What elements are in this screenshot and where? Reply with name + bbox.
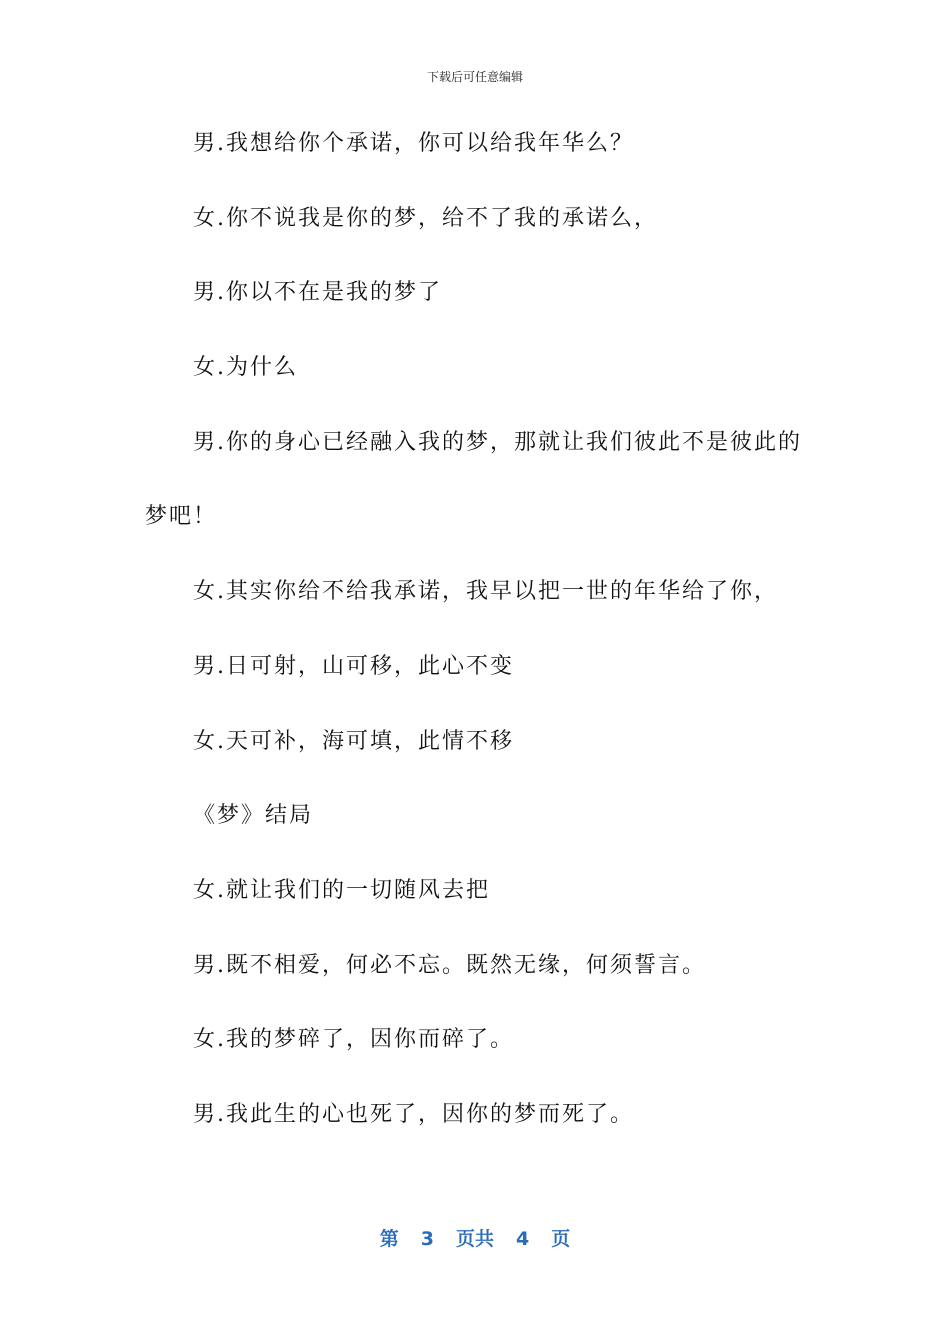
dialogue-line: 男.我想给你个承诺，你可以给我年华么？ — [193, 131, 634, 156]
page-number-footer — [0, 1224, 950, 1251]
dialogue-line: 男.你的身心已经融入我的梦，那就让我们彼此不是彼此的 — [193, 429, 802, 455]
dialogue-line: 男.你以不在是我的梦了 — [193, 280, 442, 306]
section-heading: 《梦》结局 — [193, 803, 314, 829]
dialogue-line: 男.既不相爱，何必不忘。既然无缘，何须誓言。 — [193, 952, 706, 978]
dialogue-line: 女.天可补，海可填，此情不移 — [193, 728, 514, 754]
header-note: 下载后可任意编辑 — [426, 70, 523, 84]
dialogue-line: 男.我此生的心也死了，因你的梦而死了。 — [193, 1101, 634, 1127]
total-pages-number: 4 — [516, 1228, 530, 1250]
dialogue-line: 女.为什么 — [193, 355, 298, 381]
document-body — [145, 124, 810, 1170]
dialogue-line: 男.日可射，山可移，此心不变 — [193, 653, 514, 679]
dialogue-line: 女.其实你给不给我承诺，我早以把一世的年华给了你， — [193, 579, 778, 605]
dialogue-line-continuation: 梦吧！ — [145, 504, 218, 530]
dialogue-line: 女.就让我们的一切随风去把 — [193, 877, 490, 903]
footer-prefix: 第 — [379, 1228, 399, 1250]
footer-suffix: 页 — [551, 1228, 571, 1250]
dialogue-line: 女.你不说我是你的梦，给不了我的承诺么， — [193, 205, 658, 231]
current-page-number: 3 — [420, 1228, 434, 1250]
footer-middle: 页共 — [455, 1228, 494, 1250]
dialogue-line: 女.我的梦碎了，因你而碎了。 — [193, 1027, 514, 1053]
